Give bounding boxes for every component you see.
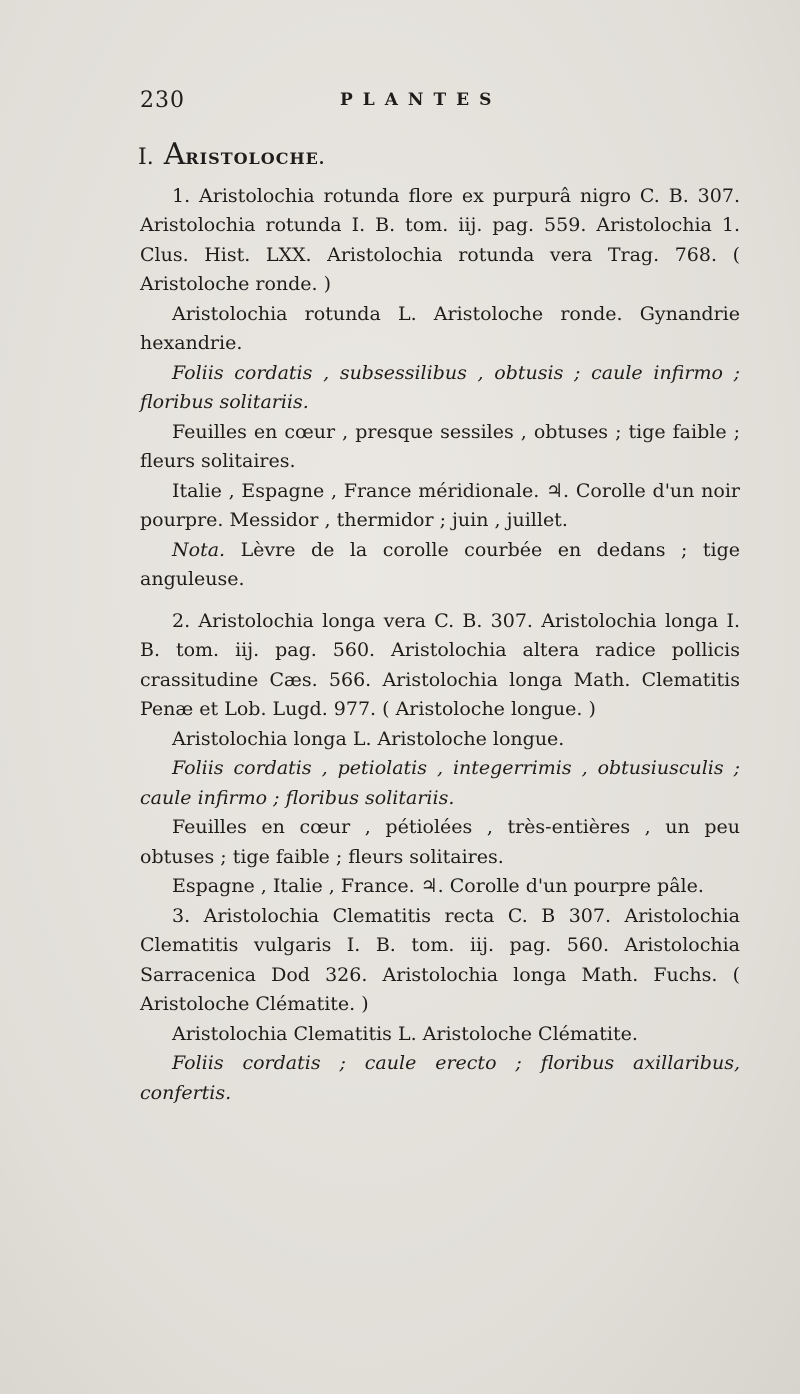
entry-1-french-description: Feuilles en cœur , presque sessiles , obtuses ; tige faible ; fleurs solitaires.: [140, 420, 740, 472]
entry-1-note-text: Lèvre de la corolle courbée en dedans ; tige anguleuse.: [140, 538, 741, 590]
entry-1-synonymy: 1. Aristolochia rotunda flore ex purpurâ nigro C. B. 307. Aristolochia rotunda I. B. tom. iij. pag. 559. Aristolochia 1. Clus. Hist. LXX. Aristolochia rotunda vera Trag. 768. ( Aristoloche ronde. ): [140, 184, 740, 295]
page-header: [140, 88, 700, 118]
section-title-rest: RISTOLOCHE.: [185, 149, 326, 168]
entry-3-latin-description: Foliis cordatis ; caule erecto ; floribus axillaribus, confertis.: [140, 1052, 740, 1104]
section-number: I.: [138, 145, 154, 170]
entry-2-name: Aristolochia longa L. Aristoloche longue.: [172, 727, 565, 750]
entry-1-note-label: Nota.: [172, 538, 226, 561]
entry-2-french-description: Feuilles en cœur , pétiolées , très-entières , un peu obtuses ; tige faible ; fleurs solitaires.: [140, 816, 740, 868]
section-title-initial: A: [163, 137, 186, 172]
page-number: 230: [140, 88, 185, 113]
running-title: PLANTES: [340, 90, 502, 110]
entry-2-latin-description: Foliis cordatis , petiolatis , integerrimis , obtusiusculis ; caule infirmo ; floribus solitariis.: [140, 757, 740, 809]
entry-2-synonymy: 2. Aristolochia longa vera C. B. 307. Aristolochia longa I. B. tom. iij. pag. 560. Aristolochia altera radice pollicis crassitudine Cæs. 566. Aristolochia longa Math. Clematitis Penæ et Lob. Lugd. 977. ( Aristoloche longue. ): [140, 609, 740, 720]
entry-3-synonymy: 3. Aristolochia Clematitis recta C. B 307. Aristolochia Clematitis vulgaris I. B. tom. iij. pag. 560. Aristolochia Sarracenica Dod 326. Aristolochia longa Math. Fuchs. ( Aristoloche Clématite. ): [140, 904, 740, 1015]
entry-3-name: Aristolochia Clematitis L. Aristoloche Clématite.: [172, 1022, 638, 1045]
entry-1-note: [140, 536, 740, 595]
entry-1-name: Aristolochia rotunda L. Aristoloche ronde. Gynandrie hexandrie.: [140, 302, 740, 354]
entry-1-habitat: Italie , Espagne , France méridionale. ♃. Corolle d'un noir pourpre. Messidor , thermidor ; juin , juillet.: [140, 479, 740, 531]
section-heading: [138, 137, 740, 174]
entry-2-habitat: Espagne , Italie , France. ♃. Corolle d'un pourpre pâle.: [172, 875, 704, 897]
page-body: [138, 137, 741, 1108]
entry-1-latin-description: Foliis cordatis , subsessilibus , obtusis ; caule infirmo ; floribus solitariis.: [140, 361, 740, 413]
